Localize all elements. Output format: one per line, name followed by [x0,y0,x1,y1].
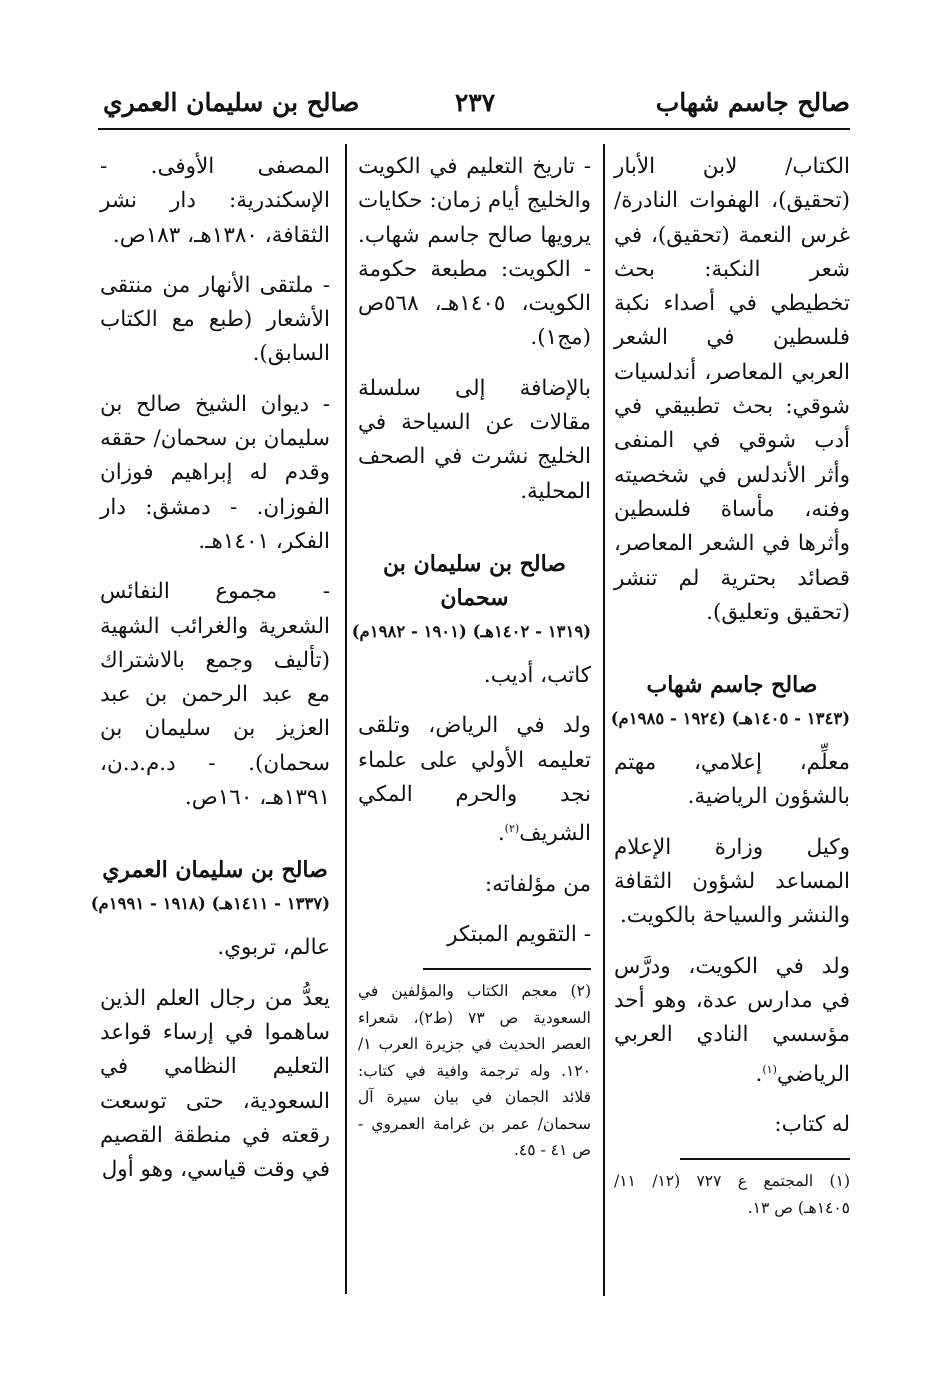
paragraph: وكيل وزارة الإعلام المساعد لشؤون الثقافة والنشر والسياحة بالكويت. [614,834,850,929]
paragraph: بالإضافة إلى سلسلة مقالات عن السياحة في الخليج نشرت في الصحف المحلية. [358,375,591,504]
paragraph: - التقويم المبتكر [447,921,591,947]
page-number: ٢٣٧ [454,88,496,117]
footnote-ref: (٢) [504,822,520,836]
footnote: (٢) معجم الكتاب والمؤلفين في السعودية ص ٧٣ (ط٢)، شعراء العصر الحديث في جزيرة العرب ١/ ١٢٠. وله ترجمة وافية في كتاب: قلائد الجمان في بيان سيرة آل سحمان/ عمر بن غرامة العمروي - ص ٤١ - ٤٥. [358,982,591,1160]
paragraph [358,709,591,851]
footnote-rule [680,1158,850,1160]
running-header-right: صالح جاسم شهاب [655,88,850,117]
column-left [90,150,330,1203]
running-header-left: صالح بن سليمان العمري [103,88,360,117]
paragraph: - ملتقى الأنهار من منتقى الأشعار (طبع مع الكتاب السابق). [100,272,330,367]
paragraph-text: ولد في الرياض، وتلقى تعليمه الأولي على علماء نجد والحرم المكي الشريف [358,713,591,847]
paragraph: - تاريخ التعليم في الكويت والخليج أيام زمان: حكايات يرويها صالح جاسم شهاب. - الكويت: مطبعة حكومة الكويت، ١٤٠٥هـ، ٥٦٨ص (مج١). [358,154,591,351]
footnote-ref: (١) [762,1062,777,1076]
paragraph: عالم، تربوي. [217,935,330,961]
column-middle [351,150,591,1180]
footnote: (١) المجتمع ع ٧٢٧ (١٢/ ١١/ ١٤٠٥هـ) ص ١٣. [614,1172,850,1217]
header-rule [98,128,850,130]
paragraph: - مجموع النفائس الشعرية والغرائب الشهية (تأليف وجمع بالاشتراك مع عبد الرحمن بن عبد العزيز بن سليمان بن سحمان). - د.م.د.ن، ١٣٩١هـ، ١٦٠ص. [100,579,330,811]
paragraph: الكتاب/ لابن الأبار (تحقيق)، الهفوات النادرة/ غرس النعمة (تحقيق)، في شعر النكبة: بحث تخطيطي في أصداء نكبة فلسطين في الشعر العربي المعاصر، أندلسيات شوقي: بحث تطبيقي في أدب شوقي في المنفى وأثر الأندلس في شخصيته وفنه، مأساة فلسطين وأثرها في الشعر المعاصر، قصائد بحترية لم تنشر (تحقيق وتعليق). [614,154,850,625]
biography-dates: (١٣١٩ - ١٤٠٢هـ) (١٩٠١ - ١٩٨٢م) [351,621,591,641]
paragraph: المصفى الأوفى. - الإسكندرية: دار نشر الثقافة، ١٣٨٠هـ، ١٨٣ص. [100,154,330,248]
column-divider-right [603,144,605,1296]
biography-dates: (١٣٣٧ - ١٤١١هـ) (١٩١٨ - ١٩٩١م) [90,894,330,914]
paragraph: له كتاب: [774,1111,850,1137]
biography-name: صالح بن سليمان بن سحمان [383,550,566,611]
paragraph-text: ولد في الكويت، ودرَّس في مدارس عدة، وهو أحد مؤسسي النادي العربي الرياضي [614,953,850,1087]
paragraph: كاتب، أديب. [483,662,591,688]
biography-name: صالح جاسم شهاب [646,672,818,699]
paragraph: يعدُّ من رجال العلم الذين ساهموا في إرساء قواعد التعليم النظامي في السعودية، حتى توسعت رقعته في منطقة القصيم في وقت قياسي، وهو أول [100,985,330,1183]
column-right [610,150,850,1237]
paragraph [614,950,850,1092]
biography-dates: (١٣٤٣ - ١٤٠٥هـ) (١٩٢٤ - ١٩٨٥م) [610,709,850,729]
footnote-rule [423,968,591,970]
paragraph: معلِّم، إعلامي، مهتم بالشؤون الرياضية. [614,750,850,810]
paragraph-end: . [497,821,505,847]
column-divider-left [345,144,347,1294]
biography-name: صالح بن سليمان العمري [102,857,328,884]
paragraph: من مؤلفاته: [484,871,591,897]
paragraph-end: . [755,1061,763,1087]
paragraph: - ديوان الشيخ صالح بن سليمان بن سحمان/ حققه وقدم له إبراهيم فوزان الفوزان. - دمشق: دار الفكر، ١٤٠١هـ. [100,391,330,554]
